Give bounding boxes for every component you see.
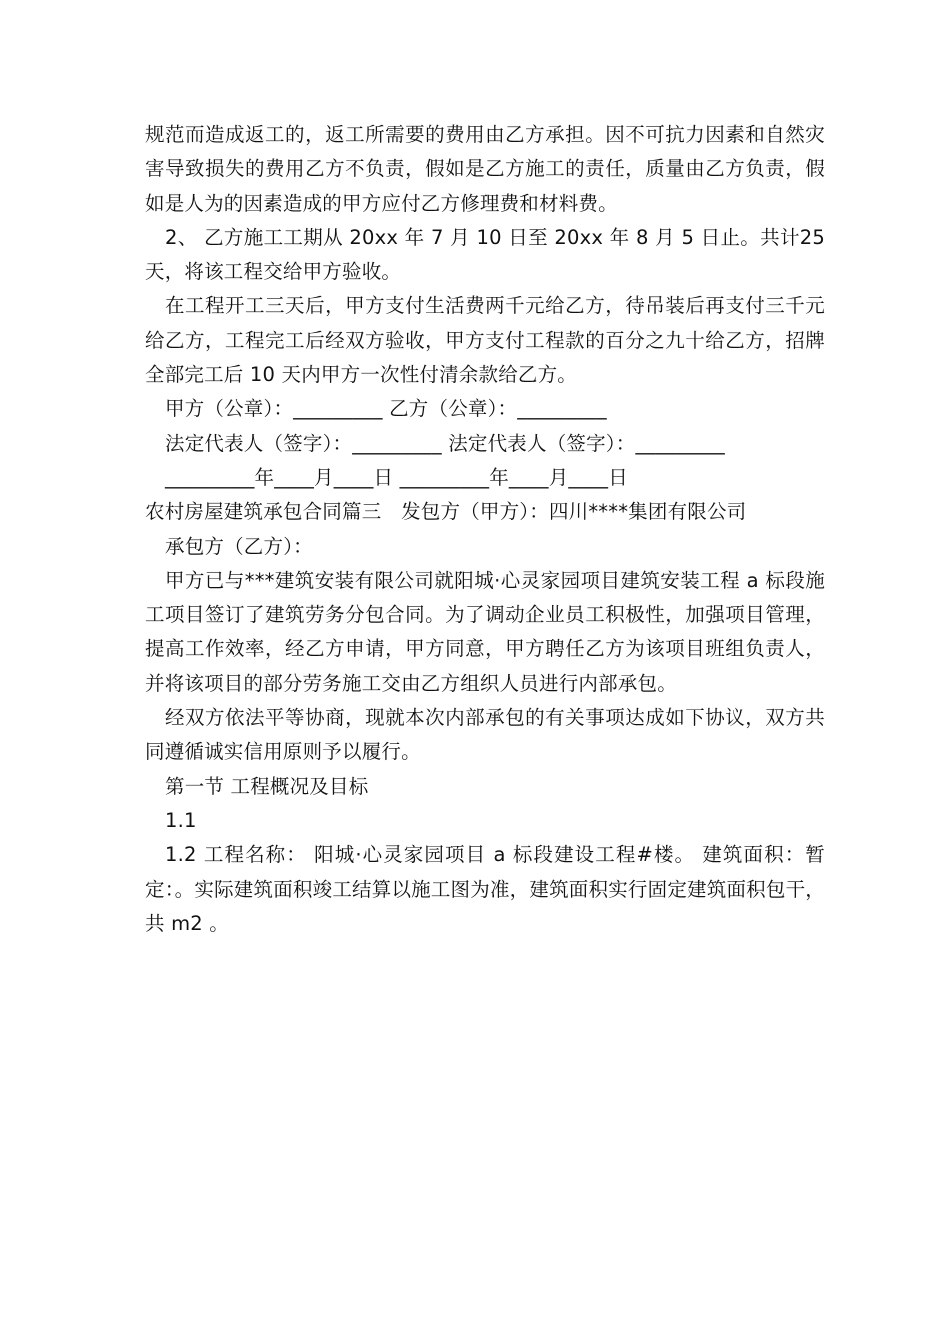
paragraph-seal-line: 甲方（公章）：_________ 乙方（公章）：_________ — [165, 397, 607, 421]
clause-1-2: 1.2 工程名称： 阳城·心灵家园项目 a 标段建设工程#楼。 建筑面积：暂定：。实际建筑面积竣工结算以施工图为准，建筑面积实行固定建筑面积包干，共 m2 。 — [145, 843, 825, 935]
clause-1-1: 1.1 — [165, 808, 197, 832]
paragraph-signature-line: 法定代表人（签字）：_________ 法定代表人（签字）：_________ — [165, 431, 725, 455]
paragraph-construction-period: 2、 乙方施工工期从 20xx 年 7 月 10 日至 20xx 年 8 月 5 日止。共计25 天，将该工程交给甲方验收。 — [145, 225, 825, 284]
paragraph-payment-terms: 在工程开工三天后，甲方支付生活费两千元给乙方，待吊装后再支付三千元给乙方，工程完工后经双方验收，甲方支付工程款的百分之九十给乙方，招牌全部完工后 10 天内甲方一次性付清余款给乙方。 — [145, 294, 825, 387]
paragraph-agreement: 经双方依法平等协商，现就本次内部承包的有关事项达成如下协议，双方共同遵循诚实信用原则予以履行。 — [145, 706, 825, 764]
document-body — [145, 118, 825, 941]
paragraph-background: 甲方已与***建筑安装有限公司就阳城·心灵家园项目建筑安装工程 a 标段施工项目签订了建筑劳务分包合同。为了调动企业员工积极性，加强项目管理，提高工作效率，经乙方申请，甲方同意，甲方聘任乙方为该项目班组负责人，并将该项目的部分劳务施工交由乙方组织人员进行内部承包。 — [145, 568, 825, 695]
paragraph-date-line: _________年____月____日 _________年____月____日 — [165, 465, 628, 489]
section-heading-contract-three: 农村房屋建筑承包合同篇三 发包方（甲方）：四川****集团有限公司 — [145, 500, 747, 524]
paragraph-contractor: 承包方（乙方）： — [165, 534, 313, 558]
paragraph-liability: 规范而造成返工的，返工所需要的费用由乙方承担。因不可抗力因素和自然灾害导致损失的费用乙方不负责，假如是乙方施工的责任，质量由乙方负责，假如是人为的因素造成的甲方应付乙方修理费和材料费。 — [145, 123, 825, 215]
section-heading-project-overview: 第一节 工程概况及目标 — [165, 774, 369, 798]
